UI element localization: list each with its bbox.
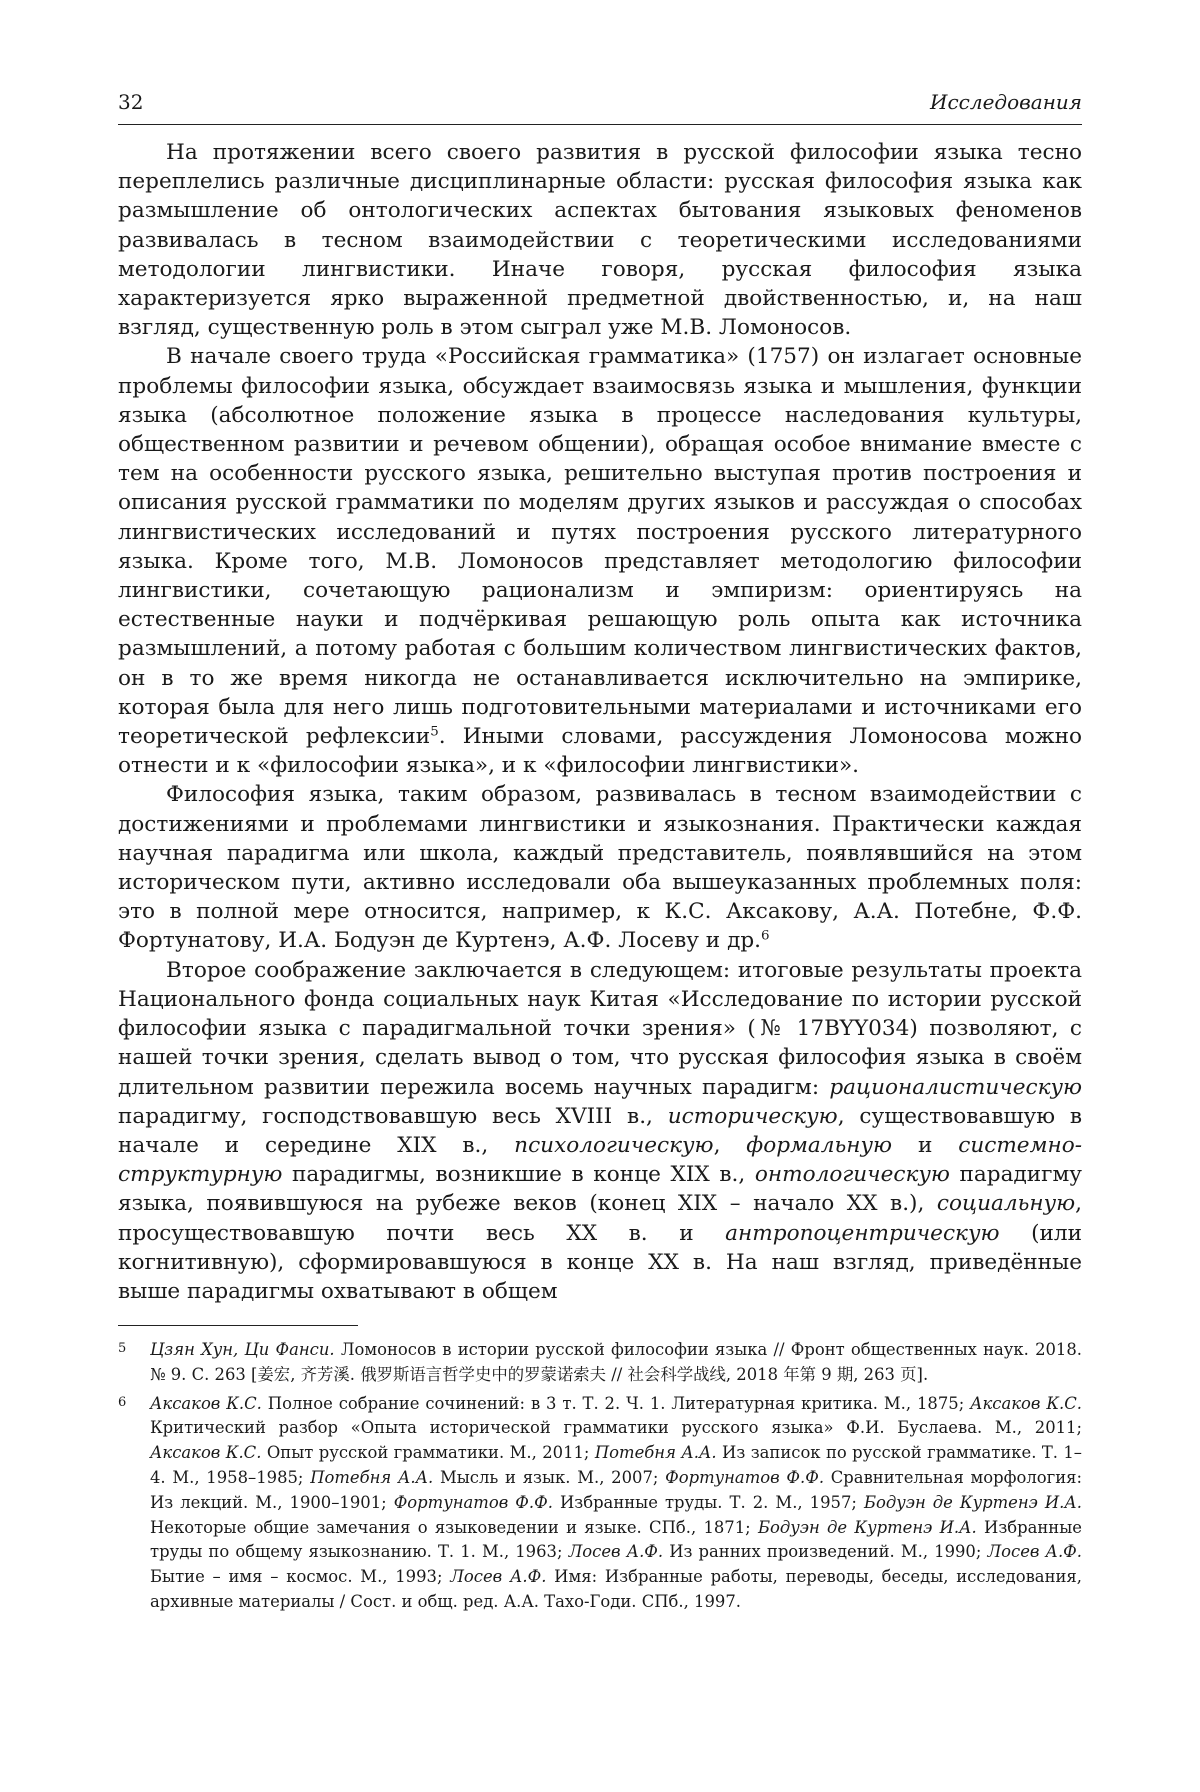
footnote-ref: 6 [761, 929, 770, 945]
italic-text: Лосев А.Ф. [450, 1567, 547, 1587]
italic-text: Аксаков К.С. [970, 1393, 1082, 1413]
text-run: Мысль и язык. М., 2007; [433, 1467, 666, 1487]
italic-text: Потебня А.А. [594, 1443, 717, 1463]
text-run: Избранные труды по общему языкознанию. Т. 1. М., 1963; [150, 1517, 1082, 1562]
footnote-number: 6 [118, 1394, 127, 1410]
text-run: Избранные труды. Т. 2. М., 1957; [552, 1492, 864, 1512]
italic-text: Аксаков К.С. [150, 1443, 262, 1463]
italic-text: Лосев А.Ф. [568, 1542, 664, 1562]
text-run: и [892, 1132, 959, 1158]
italic-text: системно-структурную [118, 1132, 1082, 1188]
footnote [118, 1392, 1082, 1615]
text-run: Сравнительная морфология: Из лекций. М., 1900–1901; [150, 1467, 1082, 1512]
text-run: Из записок по русской грамматике. Т. 1–4. М., 1958–1985; [150, 1443, 1083, 1487]
paragraph [118, 138, 1082, 342]
italic-text: формальную [746, 1132, 893, 1158]
paragraph [118, 956, 1082, 1306]
footnote-separator [118, 1325, 358, 1326]
italic-text: социальную [936, 1191, 1076, 1217]
text-run: , [713, 1132, 747, 1158]
body-text [118, 138, 1082, 1306]
text-run: Полное собрание сочинений: в 3 т. Т. 2. Ч. 1. Литературная критика. М., 1875; [261, 1393, 971, 1413]
italic-text: Бодуэн де Куртенэ И.А. [757, 1517, 977, 1537]
italic-text: Цзян Хун, Ци Фанси. [150, 1340, 335, 1359]
text-run: Ломоносов в истории русской философии языка // Фронт общественных наук. 2018. № 9. С. 263 [姜宏, 齐芳溪. 俄罗斯语言哲学史中的罗蒙诺索夫 // 社会科学战线, 2018 年第 9 期, 263 页]. [150, 1340, 1082, 1384]
text-run: Бытие – имя – космос. М., 1993; [150, 1567, 451, 1587]
text-run: парадигму языка, появившуюся на рубеже веков (конец XIX – начало XX в.), [118, 1162, 1082, 1217]
text-run: . Иными словами, рассуждения Ломоносова можно отнести и к «философии языка», и к «философии лингвистики». [118, 724, 1082, 779]
footnotes [118, 1338, 1082, 1619]
text-run: Критический разбор «Опыта исторической грамматики русского языка» Ф.И. Буслаева. М., 2011; [150, 1418, 1082, 1438]
text-run: парадигму, господствовавшую весь XVIII в., [118, 1103, 668, 1129]
running-header [118, 90, 1082, 125]
text-run: , существовавшую в начале и середине XIX в., [118, 1103, 1082, 1158]
paragraph [118, 780, 1082, 955]
italic-text: Бодуэн де Куртенэ И.А. [863, 1492, 1082, 1512]
italic-text: Лосев А.Ф. [987, 1542, 1082, 1562]
text-run: Второе соображение заключается в следующем: итоговые результаты проекта Национального фонда социальных наук Китая «Исследование по истории русской философии языка с парадигмальной точки зрения» (№ 17BYY034) позволяют, с нашей точки зрения, сделать вывод о том, что русская философия языка в своём длительном развитии пережила восемь научных парадигм: [118, 957, 1082, 1100]
text-run: Опыт русской грамматики. М., 2011; [261, 1443, 595, 1463]
section-title: Исследования [930, 90, 1082, 114]
text-run: Некоторые общие замечания о языковедении и языке. СПб., 1871; [150, 1517, 758, 1537]
text-run: На протяжении всего своего развития в русской философии языка тесно переплелись различные дисциплинарные области: русская философия языка как размышление об онтологических аспектах бытования языковых феноменов развивалась в тесном взаимодействии с теоретическими исследованиями методологии лингвистики. Иначе говоря, русская философия языка характеризуется ярко выраженной предметной двойственностью, и, на наш взгляд, существенную роль в этом сыграл уже М.В. Ломоносов. [118, 140, 1082, 341]
text-run: (или когнитивную), сформировавшуюся в конце XX в. На наш взгляд, приведённые выше парадигмы охватывают в общем [118, 1220, 1082, 1304]
paragraph [118, 342, 1082, 780]
italic-text: психологическую [514, 1132, 714, 1158]
footnote-number: 5 [118, 1341, 127, 1356]
text-run: парадигмы, возникшие в конце XIX в., [282, 1162, 755, 1188]
italic-text: Потебня А.А. [310, 1467, 434, 1487]
text-run: В начале своего труда «Российская грамматика» (1757) он излагает основные проблемы философии языка, обсуждает взаимосвязь языка и мышления, функции языка (абсолютное положение языка в процессе наследования культуры, общественном развитии и речевом общении), обращая особое внимание вместе с тем на особенности русского языка, решительно выступая против построения и описания русской грамматики по моделям других языков и рассуждая о способах лингвистических исследований и путях построения русского литературного языка. Кроме того, М.В. Ломоносов представляет методологию философии лингвистики, сочетающую рационализм и эмпиризм: ориентируясь на естественные науки и подчёркивая решающую роль опыта как источника размышлений, а потому работая с большим количеством лингвистических фактов, он в то же время никогда не останавливается исключительно на эмпирике, которая была для него лишь подготовительными материалами и источниками его теоретической рефлексии [118, 344, 1082, 750]
italic-text: историческую [667, 1103, 838, 1129]
italic-text: Фортунатов Ф.Ф. [393, 1492, 553, 1512]
italic-text: Фортунатов Ф.Ф. [665, 1467, 825, 1487]
italic-text: онтологическую [754, 1162, 950, 1188]
italic-text: антропоцентрическую [725, 1220, 1000, 1246]
text-run: Философия языка, таким образом, развивалась в тесном взаимодействии с достижениями и проблемами лингвистики и языкознания. Практически каждая научная парадигма или школа, каждый представитель, появлявшийся на этом историческом пути, активно исследовали оба вышеуказанных проблемных поля: это в полной мере относится, например, к К.С. Аксакову, А.А. Потебне, Ф.Ф. Фортунатову, И.А. Бодуэн де Куртенэ, А.Ф. Лосеву и др. [118, 782, 1082, 954]
text-run: Из ранних произведений. М., 1990; [663, 1542, 988, 1562]
italic-text: Аксаков К.С. [150, 1393, 262, 1413]
italic-text: рационалистическую [829, 1074, 1082, 1100]
footnote-ref: 5 [430, 724, 439, 740]
text-run: Имя: Избранные работы, переводы, беседы, исследования, архивные материалы / Сост. и общ. ред. А.А. Тахо-Годи. СПб., 1997. [150, 1567, 1082, 1611]
footnote [118, 1338, 1082, 1388]
text-run: , просуществовавшую почти весь XX в. и [118, 1191, 1082, 1246]
page-number: 32 [118, 90, 144, 114]
